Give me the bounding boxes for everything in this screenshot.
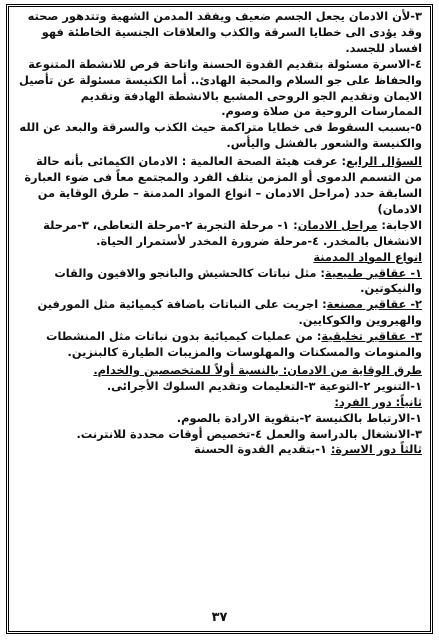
type-label: ١- عقاقير طبيعية (324, 265, 422, 280)
type-item-natural (17, 266, 422, 298)
stages-text: : ١- مرحلة التجربة ٢-مرحلة التعاطى، ٣-مرحلة الانشغال بالمخدر. ٤-مرحلة ضرورة المخدر لأستمرار الحياة. (43, 217, 422, 248)
question-4-text: : عرفت هيئة الصحة العالمية : الادمان الكيمائى بأنه حالة من التسمم الدموى أو المزمن يتلف الفرد والمجتمع معاً فى ضوء العبارة السابقة حدد (مراحل الادمان – انواع المواد المدمنة – طرق الوقاية من الادمان) (24, 154, 422, 216)
paragraph-3: ٣-لأن الادمان يجعل الجسم ضعيف ويفقد المدمن الشهية وتتدهور صحته وقد يؤدى الى خطايا السرقة والكذب والعلاقات الجنسية الخاطئة فهو افساد للجسد. (27, 9, 422, 55)
answer-prefix: الاجابة: (381, 217, 422, 232)
page-number: ٣٧ (211, 610, 228, 625)
family-role-label: ثالثاً دور الاسرة: (330, 442, 422, 457)
individual-role-heading (17, 395, 422, 411)
document-page (6, 4, 433, 634)
type-text: : مثل نباتات كالحشيش والبانجو والافيون والقات والنيكوتين. (54, 265, 422, 296)
prevention-heading (17, 363, 422, 379)
type-label: ٣- عقاقير تخليقية (321, 329, 422, 344)
paragraph-5: ٥-بسبب السقوط فى خطايا متراكمة حيث الكذب والسرقة والبعد عن الله والكنيسة والشعور بالفشل واليأس. (19, 120, 422, 151)
type-label: ٢- عقاقير مصنعة (326, 297, 422, 312)
stages-label: مراحل الادمان (297, 217, 378, 232)
paragraph-4: ٤-الاسرة مسئولة بتقديم القدوة الحسنة واتاحة فرص للانشطة المتنوعة والحفاظ على جو السلام والمحبة الهادئ.. أما الكنيسة مسئولة عن تأصيل الايمان وتقديم الجو الروحى المشبع بالانشطة الهادفة وتقديم الممارسات الروحية من صلاة وصوم. (19, 56, 422, 119)
document-body (9, 7, 430, 458)
question-4-label: السؤال الرابع (346, 154, 422, 169)
prevention-heading-text: طرق الوقاية من الادمان: بالنسبة أولاً للمتخصصين والخدام. (93, 362, 422, 377)
types-heading (17, 250, 422, 266)
type-text: : اجريت على النباتات باضافة كيميائية مثل المورفين والهيروين والكوكايين. (37, 297, 422, 328)
type-text: : من عمليات كيميائية بدون نباتات مثل المنشطات والمنومات والمسكنات والمهلوسات والمزيبات الطيارة كالبنزين. (46, 329, 422, 360)
prevention-line-1: ١-التنوير ٢-التوعية ٣-التعليمات وتقديم السلوك الأجرائى. (106, 378, 422, 393)
family-role-text: ١-بتقديم القدوة الحسنة (194, 442, 331, 457)
individual-role-item-1: ١-الارتباط بالكنيسة ٢-بتقوية الارادة بالصوم. (176, 410, 422, 425)
types-heading-text: انواع المواد المدمنة (313, 249, 422, 264)
question-4 (17, 154, 422, 218)
type-item-manufactured (17, 297, 422, 329)
answer-stages (17, 218, 422, 250)
family-role (17, 442, 422, 458)
type-item-synthetic (17, 329, 422, 361)
individual-role-item-2: ٣-الانشغال بالدراسة والعمل ٤-تخصيص أوقات محددة للانترنت. (76, 426, 422, 441)
individual-role-heading-text: ثانياً: دور الفرد: (334, 394, 422, 409)
